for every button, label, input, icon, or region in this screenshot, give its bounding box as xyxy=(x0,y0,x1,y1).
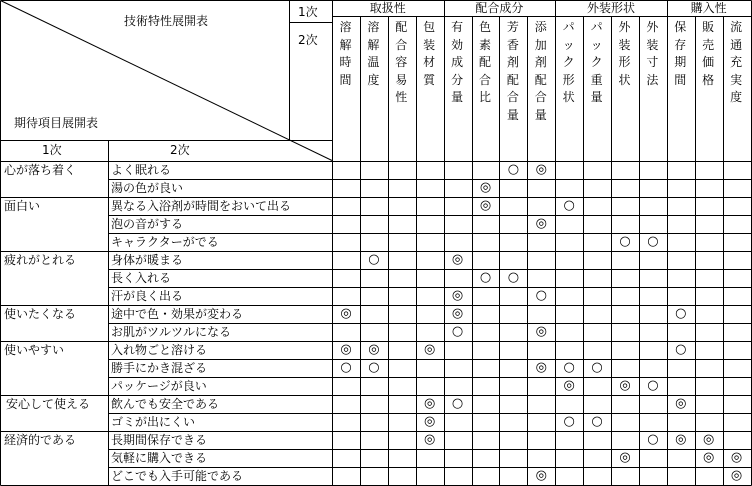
category-label: 使いやすい xyxy=(4,342,65,357)
strong-relation-mark: ◎ xyxy=(340,341,352,357)
group-header: 配合成分 xyxy=(475,1,524,15)
relation-mark: ○ xyxy=(479,269,492,285)
category-label: 心が落ち着く xyxy=(4,162,77,177)
strong-relation-mark: ◎ xyxy=(340,305,352,321)
group-header: 購入性 xyxy=(690,1,727,15)
column-header: パック重量 xyxy=(590,20,603,104)
relation-mark: ○ xyxy=(507,161,520,177)
category-label: 疲れがとれる xyxy=(4,252,77,267)
row-label: どこでも入手可能である xyxy=(111,468,244,483)
strong-relation-mark: ◎ xyxy=(619,377,631,393)
relation-mark: ○ xyxy=(563,359,575,375)
second-level-label: 2次 xyxy=(298,33,318,47)
row-label: 異なる入浴剤が時間をおいて出る xyxy=(111,198,292,213)
first-level-label: 1次 xyxy=(298,5,318,19)
relation-mark: ○ xyxy=(619,233,631,249)
column-header: 保存期間 xyxy=(674,20,687,87)
strong-relation-mark: ◎ xyxy=(563,377,575,393)
relation-mark: ○ xyxy=(647,377,659,393)
strong-relation-mark: ◎ xyxy=(730,449,743,465)
column-header: 色素配合比 xyxy=(478,20,491,104)
category-label: 安心して使える xyxy=(6,396,91,411)
row-first-label: 1次 xyxy=(42,143,62,157)
relation-mark: ○ xyxy=(647,431,659,447)
column-header: 販売価格 xyxy=(702,20,715,87)
relation-mark: ○ xyxy=(535,287,547,303)
strong-relation-mark: ◎ xyxy=(451,305,464,321)
column-header: 外装寸法 xyxy=(646,20,659,87)
strong-relation-mark: ◎ xyxy=(535,467,547,483)
relation-mark: ○ xyxy=(507,269,520,285)
strong-relation-mark: ◎ xyxy=(451,251,464,267)
row-label: お肌がツルツルになる xyxy=(111,324,232,339)
column-header: 流通充実度 xyxy=(730,20,743,104)
relation-mark: ○ xyxy=(368,359,380,375)
row-label: 勝手にかき混ざる xyxy=(111,360,208,375)
strong-relation-mark: ◎ xyxy=(535,215,547,231)
strong-relation-mark: ◎ xyxy=(424,413,436,429)
relation-mark: ○ xyxy=(451,323,464,339)
category-label: 使いたくなる xyxy=(4,306,77,321)
relation-mark: ○ xyxy=(591,413,603,429)
strong-relation-mark: ◎ xyxy=(479,179,492,195)
row-label: 飲んでも安全である xyxy=(111,396,220,411)
relation-mark: ○ xyxy=(368,251,380,267)
column-header: 外装形状 xyxy=(618,20,631,87)
column-header: 配合容易性 xyxy=(395,20,408,104)
row-label: キャラクターがでる xyxy=(111,234,219,249)
strong-relation-mark: ◎ xyxy=(675,431,687,447)
relation-mark: ○ xyxy=(591,359,603,375)
strong-relation-mark: ◎ xyxy=(535,161,547,177)
row-label: 入れ物ごと溶ける xyxy=(111,342,208,357)
strong-relation-mark: ◎ xyxy=(619,449,631,465)
row-label: 泡の音がする xyxy=(111,216,184,231)
strong-relation-mark: ◎ xyxy=(451,287,464,303)
relation-mark: ○ xyxy=(675,341,687,357)
column-header: 溶解温度 xyxy=(367,20,380,87)
relation-mark: ○ xyxy=(340,359,352,375)
column-header: 芳香剤配合量 xyxy=(506,20,519,122)
relation-mark: ○ xyxy=(675,305,687,321)
strong-relation-mark: ◎ xyxy=(479,197,492,213)
strong-relation-mark: ◎ xyxy=(703,449,715,465)
strong-relation-mark: ◎ xyxy=(424,395,436,411)
relation-mark: ○ xyxy=(647,233,659,249)
relation-mark: ○ xyxy=(563,197,575,213)
group-header: 外装形状 xyxy=(586,1,635,15)
strong-relation-mark: ◎ xyxy=(368,341,380,357)
strong-relation-mark: ◎ xyxy=(424,431,436,447)
relation-mark: ○ xyxy=(451,395,464,411)
row-label: 汗が良く出る xyxy=(111,288,184,303)
category-label: 面白い xyxy=(4,198,41,213)
row-label: 身体が暖まる xyxy=(111,252,184,267)
row-label: 湯の色が良い xyxy=(111,180,184,195)
column-header: 溶解時間 xyxy=(339,20,352,87)
strong-relation-mark: ◎ xyxy=(535,359,547,375)
column-header: 包装材質 xyxy=(423,20,436,87)
column-header: パック形状 xyxy=(562,20,575,104)
row-label: よく眠れる xyxy=(111,162,172,177)
strong-relation-mark: ◎ xyxy=(703,431,715,447)
category-label: 経済的である xyxy=(4,432,77,447)
group-header: 取扱性 xyxy=(369,1,406,15)
row-label: ゴミが出にくい xyxy=(111,414,196,429)
row-label: パッケージが良い xyxy=(111,378,207,393)
strong-relation-mark: ◎ xyxy=(424,341,436,357)
title-tech: 技術特性展開表 xyxy=(124,14,209,28)
column-header: 添加剤配合量 xyxy=(534,20,547,122)
strong-relation-mark: ◎ xyxy=(730,467,743,483)
row-second-label: 2次 xyxy=(170,143,190,157)
row-label: 長く入れる xyxy=(111,270,172,285)
row-label: 途中で色・効果が変わる xyxy=(111,306,244,321)
row-label: 長期間保存できる xyxy=(111,432,208,447)
strong-relation-mark: ◎ xyxy=(675,395,687,411)
column-header: 有効成分量 xyxy=(451,20,464,104)
row-label: 気軽に購入できる xyxy=(111,450,208,465)
relation-mark: ○ xyxy=(563,413,575,429)
strong-relation-mark: ◎ xyxy=(535,323,547,339)
title-exp: 期待項目展開表 xyxy=(14,116,99,130)
